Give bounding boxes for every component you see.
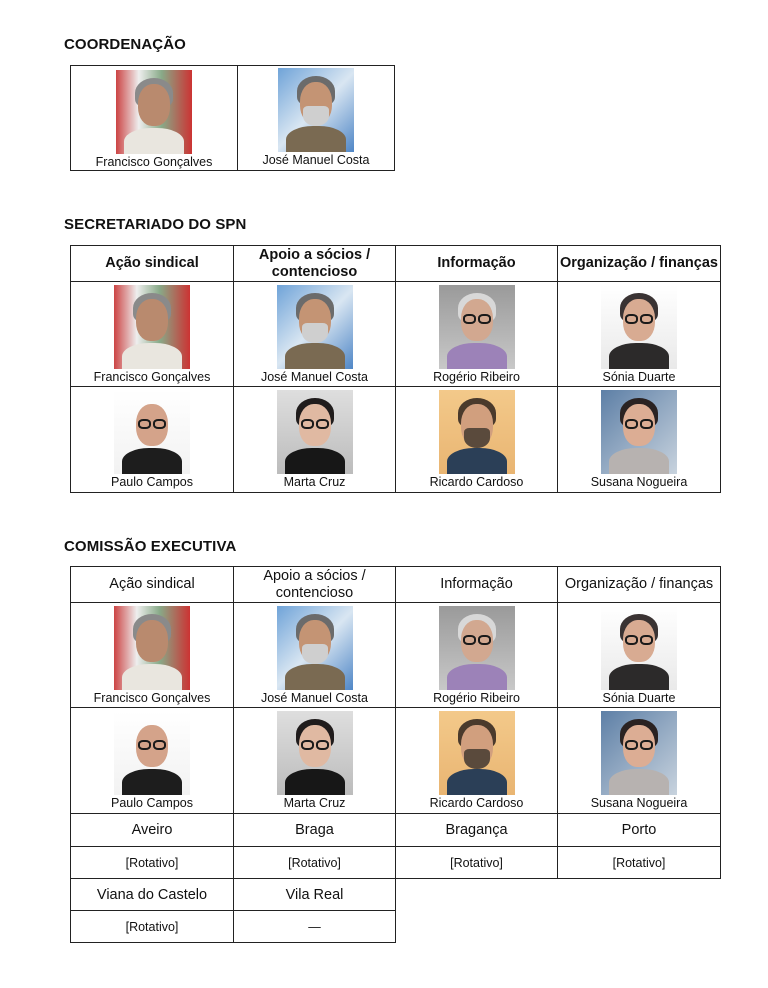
person-photo bbox=[114, 285, 190, 369]
person-cell bbox=[234, 708, 396, 814]
person-photo bbox=[277, 606, 353, 690]
person-name: Rogério Ribeiro bbox=[433, 369, 520, 384]
column-header: Apoio a sócios / contencioso bbox=[234, 246, 396, 282]
person-cell bbox=[71, 66, 238, 171]
person-photo bbox=[601, 711, 677, 795]
empty-cell bbox=[396, 879, 558, 911]
person-photo bbox=[277, 711, 353, 795]
district-cell: Aveiro bbox=[71, 814, 234, 847]
person-photo bbox=[439, 606, 515, 690]
section-title-secretariado: SECRETARIADO DO SPN bbox=[64, 216, 247, 233]
person-photo bbox=[114, 606, 190, 690]
person-cell bbox=[71, 603, 234, 708]
person-name: Ricardo Cardoso bbox=[429, 796, 524, 810]
person-cell bbox=[396, 387, 558, 493]
person-name: José Manuel Costa bbox=[260, 690, 368, 705]
person-photo bbox=[601, 606, 677, 690]
person-cell bbox=[238, 66, 395, 171]
person-photo bbox=[114, 390, 190, 474]
person-name: Susana Nogueira bbox=[590, 475, 688, 489]
comissao-table bbox=[70, 566, 721, 943]
rotativo-cell: [Rotativo] bbox=[71, 911, 234, 943]
column-header: Ação sindical bbox=[71, 246, 234, 282]
person-name: Paulo Campos bbox=[111, 796, 193, 810]
person-name: Marta Cruz bbox=[283, 796, 346, 810]
person-cell bbox=[234, 387, 396, 493]
person-name: Francisco Gonçalves bbox=[95, 154, 213, 169]
column-header: Organização / finanças bbox=[558, 246, 721, 282]
person-cell bbox=[234, 603, 396, 708]
section-title-comissao: COMISSÃO EXECUTIVA bbox=[64, 538, 237, 555]
person-cell bbox=[396, 282, 558, 387]
person-cell bbox=[558, 387, 721, 493]
coordenacao-table bbox=[70, 65, 395, 171]
person-photo bbox=[277, 390, 353, 474]
column-header: Organização / finanças bbox=[558, 567, 721, 603]
person-photo bbox=[439, 711, 515, 795]
person-cell bbox=[396, 603, 558, 708]
column-header: Informação bbox=[396, 246, 558, 282]
district-cell: Porto bbox=[558, 814, 721, 847]
rotativo-cell: [Rotativo] bbox=[71, 847, 234, 879]
person-photo bbox=[277, 285, 353, 369]
person-name: Paulo Campos bbox=[111, 475, 193, 489]
person-name: José Manuel Costa bbox=[262, 152, 370, 167]
column-header: Informação bbox=[396, 567, 558, 603]
person-name: José Manuel Costa bbox=[260, 369, 368, 384]
district-cell: Viana do Castelo bbox=[71, 879, 234, 911]
person-name: Susana Nogueira bbox=[590, 796, 688, 810]
empty-cell bbox=[558, 879, 721, 911]
person-name: Sónia Duarte bbox=[602, 690, 676, 705]
person-cell bbox=[71, 708, 234, 814]
person-photo bbox=[278, 68, 354, 152]
person-photo bbox=[601, 285, 677, 369]
person-cell bbox=[558, 282, 721, 387]
person-photo bbox=[439, 285, 515, 369]
person-name: Marta Cruz bbox=[283, 475, 346, 489]
section-title-coordenacao: COORDENAÇÃO bbox=[64, 36, 186, 53]
person-cell bbox=[396, 708, 558, 814]
secretariado-table bbox=[70, 245, 721, 493]
column-header: Ação sindical bbox=[71, 567, 234, 603]
rotativo-cell: [Rotativo] bbox=[558, 847, 721, 879]
person-cell bbox=[558, 603, 721, 708]
district-cell: Braga bbox=[234, 814, 396, 847]
person-photo bbox=[439, 390, 515, 474]
person-photo bbox=[601, 390, 677, 474]
person-photo bbox=[116, 70, 192, 154]
person-name: Ricardo Cardoso bbox=[429, 475, 524, 489]
person-name: Francisco Gonçalves bbox=[93, 369, 211, 384]
person-cell bbox=[71, 282, 234, 387]
rotativo-cell: [Rotativo] bbox=[234, 847, 396, 879]
district-cell: Vila Real bbox=[234, 879, 396, 911]
person-name: Sónia Duarte bbox=[602, 369, 676, 384]
empty-cell bbox=[558, 911, 721, 943]
person-photo bbox=[114, 711, 190, 795]
person-name: Francisco Gonçalves bbox=[93, 690, 211, 705]
person-cell bbox=[234, 282, 396, 387]
rotativo-cell: — bbox=[234, 911, 396, 943]
person-cell bbox=[558, 708, 721, 814]
empty-cell bbox=[396, 911, 558, 943]
rotativo-cell: [Rotativo] bbox=[396, 847, 558, 879]
district-cell: Bragança bbox=[396, 814, 558, 847]
person-name: Rogério Ribeiro bbox=[433, 690, 520, 705]
person-cell bbox=[71, 387, 234, 493]
column-header: Apoio a sócios / contencioso bbox=[234, 567, 396, 603]
